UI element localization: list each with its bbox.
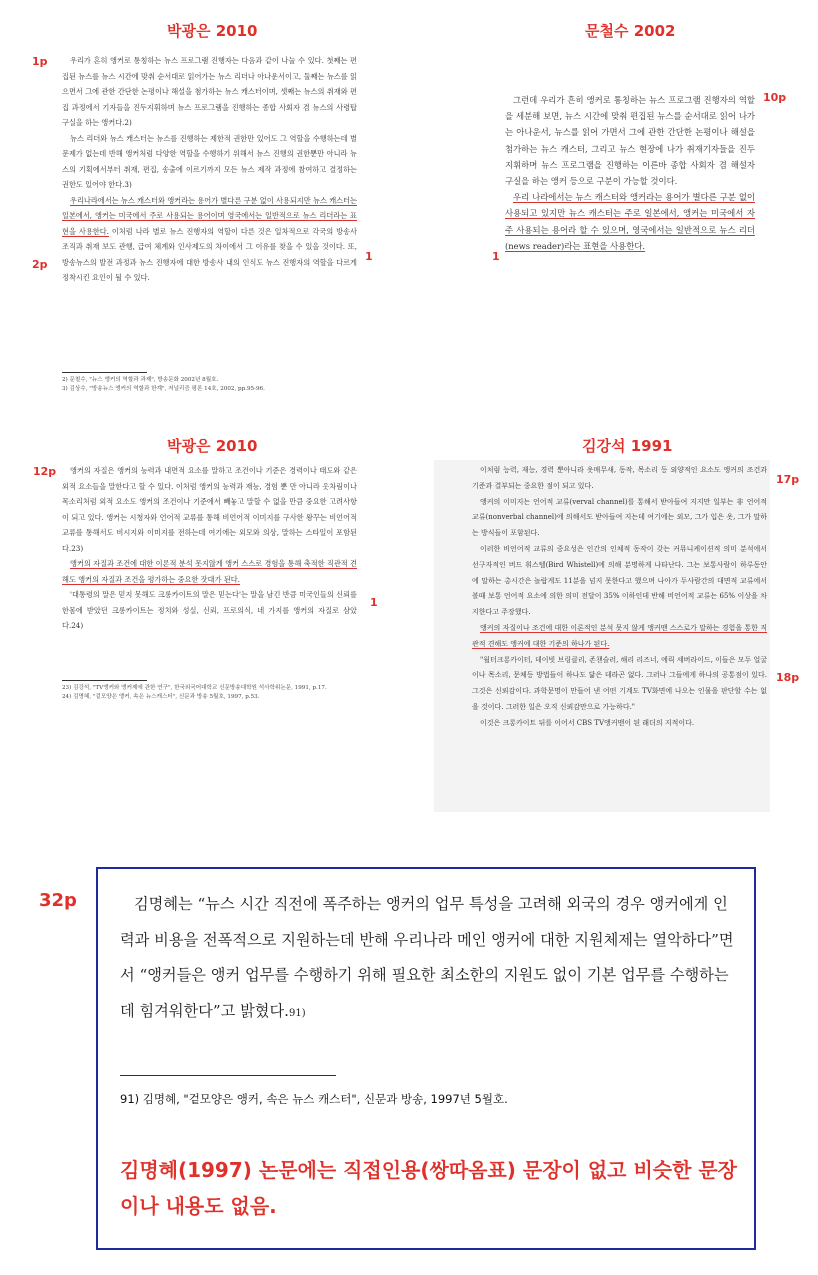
paragraph: [472, 621, 767, 653]
underlined-matching-passage: 앵커의 자질과 조건에 대한 이론적 분석 못지않게 앵커 스스로 경험을 통해 축적한 직관적 견해도 앵커의 자질과 조건을 평가하는 중요한 잣대가 된다.: [62, 559, 357, 584]
paragraph: [62, 193, 357, 286]
footnote-divider: [62, 372, 147, 373]
footnotes-park-2010-mid: [62, 684, 362, 702]
paragraph: 이처럼 능력, 재능, 경력 뿐아니라 옷매무새, 동작, 목소리 등 외양적인 요소도 앵커의 조건과 기준과 결부되는 중요한 점이 되고 있다.: [472, 466, 767, 490]
footnote-divider: [62, 680, 147, 681]
underlined-matching-passage: 앵커의 자질이나 조건에 대한 이론적인 분석 못지 않게 앵커맨 스스로가 말하는 경험을 통한 직관적 견해도 앵커에 대한 기준의 하나가 된다.: [472, 623, 767, 648]
match-marker-top-right: 1: [492, 250, 500, 263]
paragraph-continuation: 이처럼 나라 별로 뉴스 진행자의 역할이 다른 것은 일차적으로 각국의 방송사 조직과 취재 보도 관행, 급여 체계와 인사제도의 차이에서 그 이유를 찾을 수 있을 것이다. 또, 방송뉴스의 발전 과정과 뉴스 진행자에 대한 방송사 내의 인식도 뉴스 진행자의 역할을 다르게 정착시킨 요인이 될 수 있다.: [62, 226, 358, 282]
footnote: 3) 김상수, "방송뉴스 앵커의 역할과 한계", 저널리즘 평론 14호, 2002, pp.95-96.: [62, 386, 265, 392]
header-park-2010-mid: 박광은 2010: [167, 437, 258, 455]
page-marker-10p: 10p: [763, 91, 787, 104]
page-marker-18p: 18p: [776, 671, 800, 684]
paragraph: 앵커의 자질은 앵커의 능력과 내면적 요소를 말하고 조건이나 기준은 경력이나 태도와 같은 외적 요소들을 말한다고 할 수 있다. 이처럼 앵커의 능력과 재능, 경험 뿐 만 아니라 옷차림이나 목소리처럼 외적 요소도 앵커의 조건이나 기준에서 빼놓고 말할 수 없을 만큼 중요한 고려사항이 되고 있다. 앵커는 시청자와 언어적 교류를 통해 비언어적 이미지를 구사한 왕꾸는 비언어적 교류를 통해서도 비시지와 이미지를 전하는데 여기에는 외모와 의상, 말하는 스타일이 포함된다.23): [62, 466, 357, 553]
footnotes-park-2010-top: [62, 376, 362, 394]
header-kim-1991: 김강석 1991: [582, 437, 673, 455]
underlined-matching-passage: 우리나라에서는 뉴스 캐스터와 앵커라는 용어가 별다른 구분 없이 사용되지만 뉴스 캐스터는 일본에서, 앵커는 미국에서 주로 사용되는 용어이며 영국에서는 일반적으로 뉴스 리더라는 표현을 사용한다.: [62, 195, 357, 236]
match-marker-mid-left: 1: [370, 596, 378, 609]
footnote-91: 91) 김명혜, "겉모양은 앵커, 속은 뉴스 캐스터", 신문과 방송, 1997년 5월호.: [120, 1092, 508, 1106]
paragraph: [505, 189, 755, 254]
footnote-ref: 91): [288, 1007, 306, 1019]
paragraph: 우리가 흔히 앵커로 통칭하는 뉴스 프로그램 진행자는 다음과 같이 나눌 수 있다. 첫째는 편집된 뉴스를 뉴스 시간에 맞춰 순서대로 읽어가는 뉴스 리더나 아나운서이고, 둘째는 뉴스를 읽으면서 그에 관한 간단한 논평이나 해설을 첨가하는 뉴스 캐스터이며, 셋째는 뉴스의 취재와 편집 과정에서 기자들을 진두지휘하며 뉴스 프로그램을 진행하는 종합 사회자 겸 뉴스의 사령탑 구실을 하는 앵커다.2): [62, 56, 357, 127]
paragraph: "월터크롱카이터, 데이빗 브링클리, 존챈슬러, 해리 리즈너, 에릭 세버라이드, 이들은 모두 얼굴이나 목소리, 문체등 방법들이 하나도 닮은 데라곤 없다. 그러나 그들에게 하나의 공통점이 있다. 그것은 신뢰감이다. 과학문명이 만들어 낸 어떤 기계도 TV화면에 나오는 인물을 판단할 수는 없을 것이다. 그러한 일은 오직 신뢰감만으로 가능하다.": [472, 655, 767, 711]
reviewer-note: 김명혜(1997) 논문에는 직접인용(쌍따옴표) 문장이 없고 비슷한 문장이나 내용도 없음.: [120, 1158, 738, 1218]
excerpt-park-2010-p1: [62, 53, 357, 286]
paragraph: '대통령의 말은 믿지 못해도 크롱카이트의 말은 믿는다'는 말을 남긴 반큼 미국인들의 신뢰를 한몸에 받았던 크롱카이트는 정치와 성실, 신뢰, 프로의식, 네 가지를 앵커의 자질로 삼았다.24): [62, 590, 357, 630]
excerpt-park-2010-p12: [62, 463, 357, 634]
match-marker-top-left: 1: [365, 250, 373, 263]
page-marker-2p: 2p: [32, 258, 48, 271]
paragraph: 이것은 크롱카이트 뒤를 이어서 CBS TV앵커맨이 된 래더의 지적이다.: [480, 718, 695, 727]
footnote: 24) 김명혜, "겉모양은 앵커, 속은 뉴스캐스터", 신문과 방송 5월호, 1997, p.53.: [62, 694, 260, 700]
page-marker-32p: 32p: [39, 890, 77, 911]
footnote: 23) 김강석, "TV앵커와 앵커제에 관한 연구", 한국외국어대학교 신문방송대학원 석사학위논문, 1991, p.17.: [62, 685, 327, 691]
footnote: 2) 문철수, "뉴스 앵커의 역할과 과제", 방송문화 2002년 8월호.: [62, 377, 219, 383]
paragraph: 그런데 우리가 흔히 앵커로 통칭하는 뉴스 프로그램 진행자의 역할을 세분해 보면, 뉴스 시간에 맞춰 편집된 뉴스를 순서대로 읽어 나가는 아나운서, 뉴스를 읽어 가면서 그에 관한 간단한 논평이나 해설을 첨가하는 뉴스 캐스터, 그리고 뉴스 현장에 나가 취재기자들을 진두지휘하며 뉴스 프로그램을 진행하는 이른바 종합 사회자 겸 해설자 구실을 하는 앵커 등으로 구분이 가능할 것이다.: [505, 95, 755, 187]
quoted-passage: [120, 887, 736, 1031]
paragraph: 이러한 비언어적 교류의 중요성은 인간의 인체적 동작이 갖는 커뮤니케이션적 의미 분석에서 선구자적인 버드 휘스텔(Bird Whistell)에 의해 분명하게 나타난다. 그는 보통사람이 하루동안에 말하는 총시간은 놀랍게도 11분을 넘지 못한다고 했으며 나아가 두사람간의 대면적 교류에서 볼때 보통 언어적 요소에 의한 의미 전달이 35% 이하인데 반해 비언어적 교류는 65% 이상을 차지한다고 주장했다.: [472, 544, 767, 617]
excerpt-moon-2002: [505, 92, 755, 254]
quote-text: 김명혜는 “뉴스 시간 직전에 폭주하는 앵커의 업무 특성을 고려해 외국의 경우 앵커에게 인력과 비용을 전폭적으로 지원하는데 반해 우리나라 메인 앵커에 대한 지원체제는 열악하다”면서 “앵커들은 앵커 업무를 수행하기 위해 필요한 최소한의 지원도 없이 기본 업무를 수행하는데 힘겨워한다”고 밝혔다.: [120, 895, 734, 1020]
paragraph: 뉴스 리더와 뉴스 캐스터는 뉴스를 진행하는 제한적 권한만 있어도 그 역할을 수행하는데 별 문제가 없는데 반해 앵커처럼 다양한 역할을 수행하기 위해서 뉴스 진행의 권한뿐만 아니라 뉴스의 기획에서부터 취재, 편집, 송출에 이르기까지 모든 뉴스 제작 과정에 참여하고 결정하는 권한도 있어야 한다.3): [62, 133, 357, 189]
header-park-2010-top: 박광은 2010: [167, 22, 258, 40]
page-marker-12p: 12p: [33, 465, 57, 478]
paragraph: [62, 556, 357, 587]
footnote-divider: [120, 1075, 336, 1076]
header-moon-2002: 문철수 2002: [585, 22, 676, 40]
paragraph: 앵커의 이미지는 언어적 교류(verval channel)를 통해서 받아들여 지지만 일부는 非 언어적 교류(nonverbal channel)에 의해서도 받아들여 지는데 여기에는 외모, 그가 입은 옷, 그가 말하는 방식들이 포함된다.: [472, 497, 767, 538]
comparison-box: [96, 867, 756, 1250]
excerpt-kim-1991: [472, 463, 767, 732]
page-marker-17p: 17p: [776, 473, 800, 486]
page-marker-1p: 1p: [32, 55, 48, 68]
underlined-matching-passage: 우리 나라에서는 뉴스 캐스터와 앵커라는 용어가 별다른 구분 없이 사용되고 있지만 뉴스 캐스터는 주로 일본에서, 앵커는 미국에서 자주 사용되는 용어라 할 수 있으며, 영국에서는 일반적으로 뉴스 리더(news reader)라는 표현을 사용한다.: [505, 192, 755, 251]
